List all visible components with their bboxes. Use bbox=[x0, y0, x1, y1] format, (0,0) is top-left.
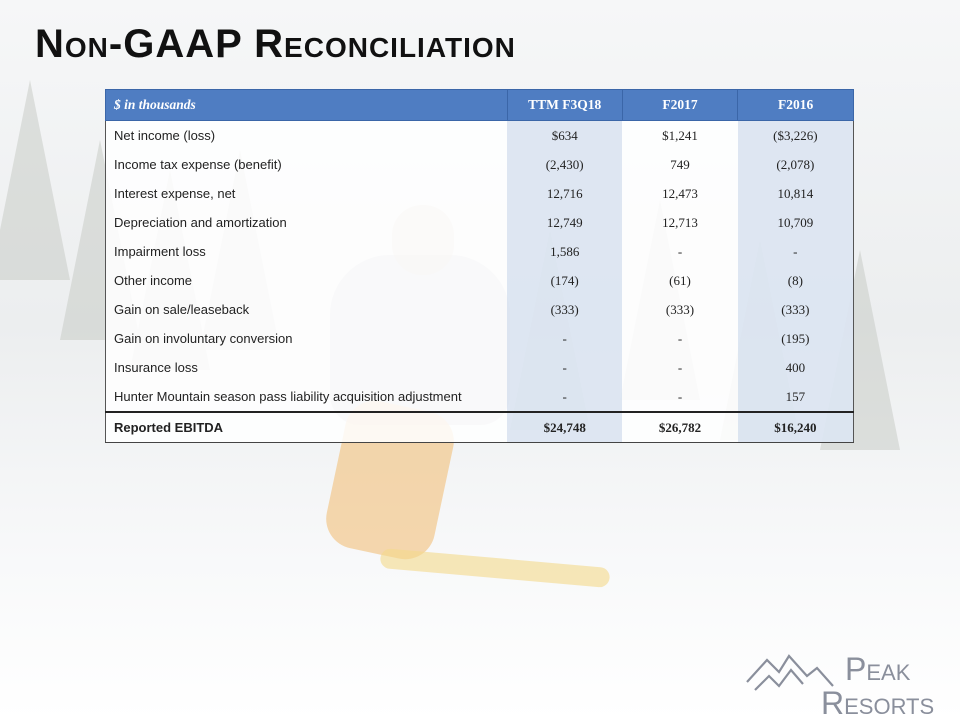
cell-ttm: (174) bbox=[507, 266, 622, 295]
total-f2017: $26,782 bbox=[622, 412, 737, 443]
row-label: Interest expense, net bbox=[106, 179, 508, 208]
cell-f2016: (8) bbox=[738, 266, 854, 295]
table-row bbox=[106, 266, 854, 295]
row-label: Hunter Mountain season pass liability acquisition adjustment bbox=[106, 382, 508, 412]
table-row bbox=[106, 150, 854, 179]
header-f2017: F2017 bbox=[622, 90, 737, 121]
cell-ttm: - bbox=[507, 324, 622, 353]
peak-resorts-logo bbox=[745, 646, 955, 718]
header-f2016: F2016 bbox=[738, 90, 854, 121]
row-label: Depreciation and amortization bbox=[106, 208, 508, 237]
logo-text-resorts: Resorts bbox=[821, 685, 935, 718]
cell-f2016: 10,814 bbox=[738, 179, 854, 208]
cell-f2017: - bbox=[622, 237, 737, 266]
cell-ttm: - bbox=[507, 353, 622, 382]
cell-ttm: (2,430) bbox=[507, 150, 622, 179]
table-row bbox=[106, 208, 854, 237]
cell-f2017: - bbox=[622, 324, 737, 353]
cell-f2017: $1,241 bbox=[622, 121, 737, 151]
total-ttm: $24,748 bbox=[507, 412, 622, 443]
cell-ttm: (333) bbox=[507, 295, 622, 324]
logo-text-peak: Peak bbox=[845, 651, 911, 687]
cell-f2016: (2,078) bbox=[738, 150, 854, 179]
cell-ttm: 1,586 bbox=[507, 237, 622, 266]
cell-ttm: 12,749 bbox=[507, 208, 622, 237]
table-row bbox=[106, 121, 854, 151]
table-total-row bbox=[106, 412, 854, 443]
cell-f2016: 10,709 bbox=[738, 208, 854, 237]
total-f2016: $16,240 bbox=[738, 412, 854, 443]
cell-f2016: - bbox=[738, 237, 854, 266]
table-row bbox=[106, 295, 854, 324]
cell-f2017: (61) bbox=[622, 266, 737, 295]
table-row bbox=[106, 353, 854, 382]
row-label: Impairment loss bbox=[106, 237, 508, 266]
reconciliation-table bbox=[105, 89, 854, 443]
cell-f2017: 749 bbox=[622, 150, 737, 179]
total-label: Reported EBITDA bbox=[106, 412, 508, 443]
row-label: Other income bbox=[106, 266, 508, 295]
cell-f2016: (195) bbox=[738, 324, 854, 353]
cell-f2017: - bbox=[622, 382, 737, 412]
row-label: Income tax expense (benefit) bbox=[106, 150, 508, 179]
header-ttm: TTM F3Q18 bbox=[507, 90, 622, 121]
table-row bbox=[106, 237, 854, 266]
cell-f2017: 12,713 bbox=[622, 208, 737, 237]
cell-f2017: (333) bbox=[622, 295, 737, 324]
table-row bbox=[106, 179, 854, 208]
header-units: $ in thousands bbox=[106, 90, 508, 121]
cell-f2017: - bbox=[622, 353, 737, 382]
cell-f2016: 157 bbox=[738, 382, 854, 412]
row-label: Gain on sale/leaseback bbox=[106, 295, 508, 324]
cell-ttm: $634 bbox=[507, 121, 622, 151]
cell-ttm: 12,716 bbox=[507, 179, 622, 208]
table-header-row bbox=[106, 90, 854, 121]
row-label: Insurance loss bbox=[106, 353, 508, 382]
table-row bbox=[106, 324, 854, 353]
cell-ttm: - bbox=[507, 382, 622, 412]
cell-f2016: 400 bbox=[738, 353, 854, 382]
row-label: Gain on involuntary conversion bbox=[106, 324, 508, 353]
cell-f2016: ($3,226) bbox=[738, 121, 854, 151]
slide-title: Non-GAAP Reconciliation bbox=[35, 22, 516, 66]
cell-f2016: (333) bbox=[738, 295, 854, 324]
row-label: Net income (loss) bbox=[106, 121, 508, 151]
cell-f2017: 12,473 bbox=[622, 179, 737, 208]
table-row bbox=[106, 382, 854, 412]
